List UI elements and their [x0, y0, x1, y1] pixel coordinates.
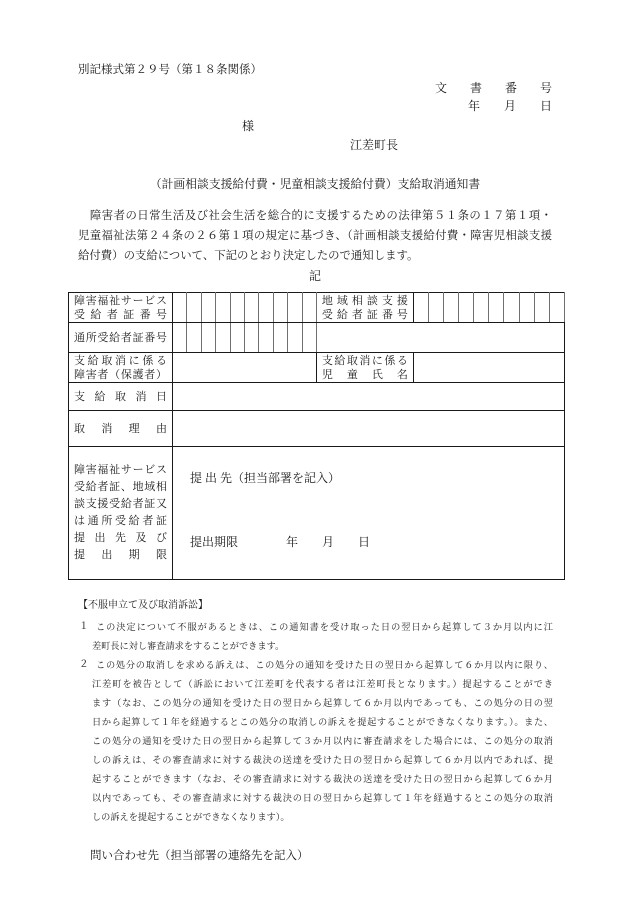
digit-cell	[288, 293, 302, 323]
digit-cell	[504, 293, 519, 323]
table-row-cancel-date	[69, 383, 565, 411]
service-cert-number-label	[69, 293, 173, 323]
form-number: 別記様式第２９号（第１８条関係）	[78, 64, 262, 76]
blank-area	[316, 323, 564, 353]
date-label: 年 月 日	[468, 99, 552, 113]
issuer-name: 江差町長	[350, 138, 399, 152]
child-name-field	[413, 353, 564, 383]
digit-cell	[230, 323, 244, 353]
document-title: （計画相談支援給付費・児童相談支援給付費）支給取消通知書	[149, 177, 481, 191]
digit-cell	[173, 293, 187, 323]
note-number: ２	[79, 659, 89, 670]
digit-cell	[187, 293, 201, 323]
digit-cell	[173, 323, 187, 353]
label-line: 提出期限	[74, 549, 167, 561]
cancel-date-field	[173, 383, 565, 411]
person-label	[69, 353, 173, 383]
label-line: 取消理由	[74, 422, 167, 435]
body-paragraph-line: 児童福祉法第２４条の２６第１項の規定に基づき、（計画相談支援給付費・障害児相談支援	[78, 230, 552, 242]
digit-cell	[273, 293, 287, 323]
digit-cell	[259, 293, 273, 323]
label-line: 通所受給者証番号	[74, 331, 167, 344]
label-line: 障害者（保護者）	[74, 368, 167, 381]
digit-cell	[459, 293, 474, 323]
cancel-date-label	[69, 383, 173, 411]
digit-cell	[216, 293, 230, 323]
document-number-label: 文 書 番 号	[435, 81, 552, 95]
regional-cert-number-label	[316, 293, 413, 323]
digit-cell	[273, 323, 287, 353]
table-row-day-service-cert	[69, 323, 565, 353]
digit-cell	[244, 323, 258, 353]
submission-destination: 提 出 先（担当部署を記入）	[190, 471, 341, 485]
note-line: この処分の通知を受けた日の翌日から起算して３か月以内に審査請求をした場合には、この処分の取消	[92, 736, 553, 746]
digit-cell	[244, 293, 258, 323]
digit-cell	[429, 293, 444, 323]
label-line: 支給取消に係る	[74, 354, 167, 367]
label-line: 受給者証、地域相	[74, 481, 167, 493]
label-line: 支給取消に係る	[321, 354, 408, 367]
day-service-cert-number-label	[69, 323, 173, 353]
table-row-reason	[69, 411, 565, 447]
label-line: 地域相談支援	[321, 294, 408, 307]
note-line: しの訴えを提起することができなくなります）。	[92, 812, 290, 822]
digit-cell	[489, 293, 504, 323]
digit-cell	[201, 293, 215, 323]
note-number: １	[79, 621, 89, 632]
note-line: 日から起算して１年を経過するとこの処分の取消しの訴えを提起することができなくなります。）。また、	[92, 717, 553, 727]
note-line: ます（なお、この処分の通知を受けた日の翌日から起算して６か月以内であっても、この処分の日の翌	[92, 698, 553, 708]
label-line: 提出先及び	[74, 532, 167, 544]
note-line: 江差町を被告として（訴訟において江差町を代表する者は江差町長となります。）提起することができ	[92, 679, 553, 689]
label-line: 受給者証番号	[74, 308, 167, 321]
digit-cell	[230, 293, 244, 323]
digit-cell	[444, 293, 459, 323]
digit-cell	[302, 293, 316, 323]
label-line: 受給者証番号	[321, 308, 408, 321]
digit-cell	[413, 293, 428, 323]
table-row-submission	[69, 447, 565, 580]
body-paragraph-line: 給付費）の支給について、下記のとおり決定したので通知します。	[78, 250, 419, 262]
digit-cell	[201, 323, 215, 353]
note-line: しの訴えは、その審査請求に対する裁決の送達を受けた日の翌日から起算して６か月以内であれば、提	[92, 755, 553, 765]
digit-cell	[519, 293, 534, 323]
reason-label	[69, 411, 173, 447]
digit-cell	[216, 323, 230, 353]
label-line: 障害福祉サービス	[74, 294, 167, 307]
addressee-suffix: 様	[242, 119, 255, 133]
label-line: は通所受給者証	[74, 515, 167, 527]
notes-heading: 【不服申立て及び取消訴訟】	[78, 600, 208, 611]
table-row-persons	[69, 353, 565, 383]
contact-info: 問い合わせ先（担当部署の連絡先を記入）	[90, 850, 309, 862]
label-line: 支給取消日	[74, 390, 167, 403]
submission-field	[173, 447, 565, 580]
ki-heading: 記	[308, 269, 321, 283]
note-line: 起することができます（なお、その審査請求に対する裁決の送達を受けた日の翌日から起算して６か月	[92, 774, 553, 784]
note-line: 以内であっても、その審査請求に対する裁決の日の翌日から起算して１年を経過するとこの処分の取消	[92, 793, 553, 803]
table-row-cert-numbers	[69, 293, 565, 323]
notice-table	[68, 292, 565, 580]
person-name-field	[173, 353, 317, 383]
reason-field	[173, 411, 565, 447]
label-line: 児童氏名	[321, 368, 408, 381]
submission-label	[69, 447, 173, 580]
digit-cell	[288, 323, 302, 353]
digit-cell	[302, 323, 316, 353]
digit-cell	[259, 323, 273, 353]
body-paragraph-line: 障害者の日常生活及び社会生活を総合的に支援するための法律第５１条の１７第１項・	[78, 210, 552, 222]
digit-cell	[534, 293, 549, 323]
digit-cell	[549, 293, 564, 323]
label-line: 障害福祉サービス	[74, 464, 167, 476]
submission-deadline: 提出期限 年 月 日	[190, 535, 371, 549]
note-line: この決定について不服があるときは、この通知書を受け取った日の翌日から起算して３か月以内に江	[96, 622, 553, 632]
note-line: この処分の取消しを求める訴えは、この処分の通知を受けた日の翌日から起算して６か月以内に限り、	[96, 660, 553, 670]
digit-cell	[187, 323, 201, 353]
note-line: 差町長に対し審査請求をすることができます。	[92, 641, 285, 651]
digit-cell	[474, 293, 489, 323]
child-name-label	[316, 353, 413, 383]
label-line: 談支援受給者証又	[74, 498, 167, 510]
